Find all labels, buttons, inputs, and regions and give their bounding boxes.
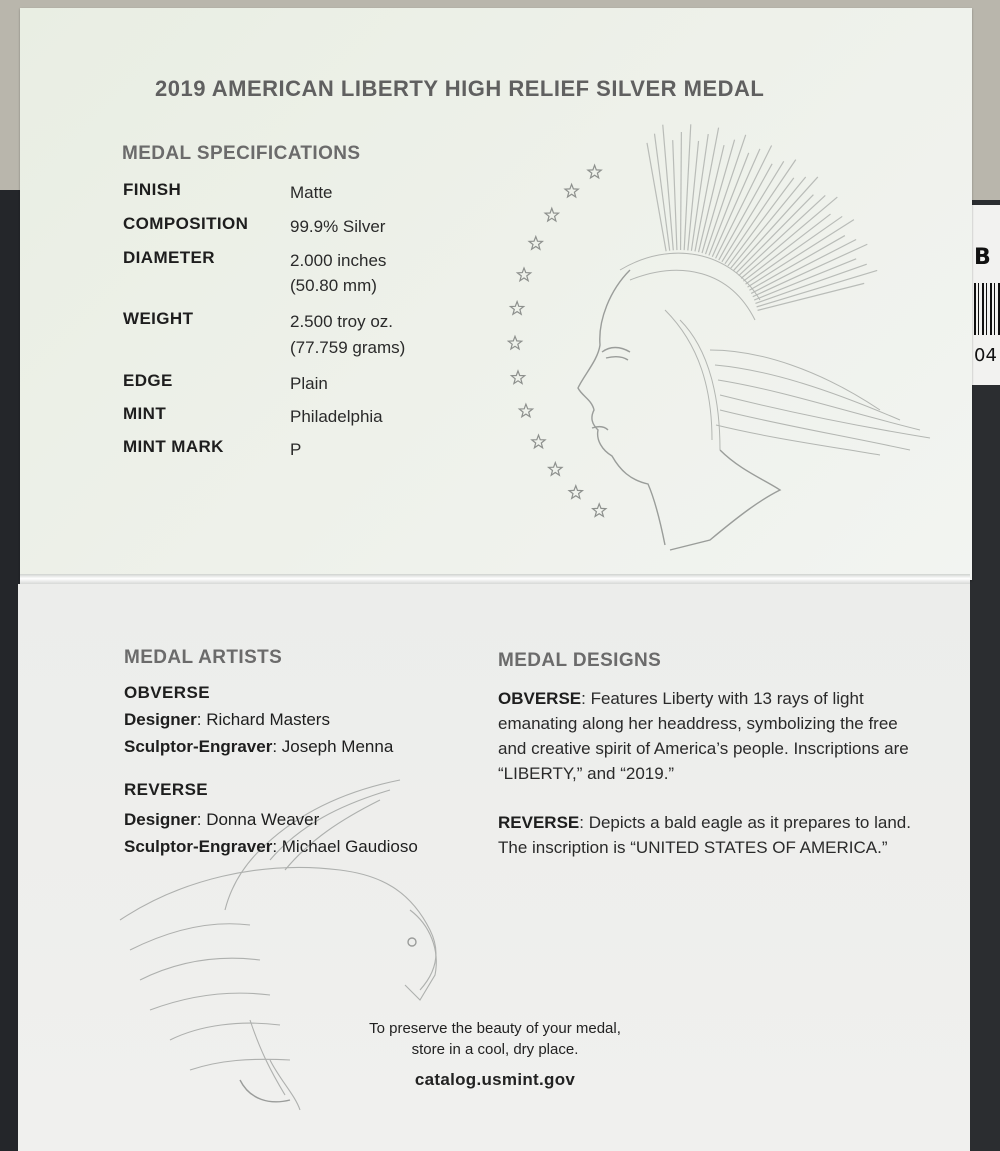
spec-label-diameter: DIAMETER (123, 248, 215, 267)
ray-line (663, 125, 674, 251)
barcode (974, 283, 1000, 335)
designs-reverse-text: Depicts a bald eagle as it prepares to land. The inscription is “UNITED STATES OF AMERICA.” (498, 813, 911, 857)
star-icon (549, 463, 562, 476)
ray-line (702, 140, 735, 253)
reverse-designer-label: Designer (124, 810, 197, 829)
spec-label-edge: EDGE (123, 371, 173, 390)
background-box (968, 205, 1000, 385)
designs-obverse-text: Features Liberty with 13 rays of light emanating along her headdress, symbolizing the free and creative spirit of America’s people. Inscriptions are “LIBERTY,” and “2019.” (498, 689, 909, 783)
ray-line (736, 195, 813, 273)
designs-heading: MEDAL DESIGNS (498, 650, 662, 671)
ray-line (743, 214, 830, 281)
spec-value-weight-metric: (77.759 grams) (290, 338, 406, 357)
page-title: 2019 AMERICAN LIBERTY HIGH RELIEF SILVER MEDAL (155, 76, 765, 101)
care-note (320, 1018, 670, 1060)
artists-obverse-heading: OBVERSE (124, 683, 210, 702)
star-icon (565, 184, 578, 197)
specifications-heading: MEDAL SPECIFICATIONS (122, 143, 361, 164)
artists-reverse-heading: REVERSE (124, 780, 209, 799)
ray-line (719, 164, 772, 260)
care-note-line-2: store in a cool, dry place. (411, 1041, 579, 1058)
spec-value-mint-mark: P (290, 440, 302, 459)
obverse-sculptor-name: Joseph Menna (281, 737, 394, 756)
spec-value-mint: Philadelphia (290, 407, 383, 426)
spec-label-finish: FINISH (123, 180, 182, 199)
ray-line (681, 132, 682, 250)
reverse-designer-name: Donna Weaver (206, 810, 320, 829)
ray-line (728, 178, 794, 266)
reverse-designer-line: Designer: Donna Weaver (124, 810, 320, 829)
ray-line (739, 195, 826, 275)
ray-line (751, 239, 856, 293)
obverse-sculptor-line: Sculptor-Engraver: Joseph Menna (124, 737, 394, 756)
reverse-sculptor-line: Sculptor-Engraver: Michael Gaudioso (124, 837, 418, 856)
spec-label-mint-mark: MINT MARK (123, 437, 224, 456)
designs-reverse-paragraph: REVERSE: Depicts a bald eagle as it prepares to land. The inscription is “UNITED STATES OF AMERICA.” (498, 813, 911, 857)
spec-value-edge: Plain (290, 374, 328, 393)
spec-value-composition: 99.9% Silver (290, 217, 386, 236)
star-icon (511, 371, 524, 384)
spec-label-weight: WEIGHT (123, 309, 194, 328)
liberty-portrait-illustration (480, 120, 960, 570)
designs-reverse-label: REVERSE (498, 813, 580, 832)
star-icon (529, 237, 542, 250)
star-icon (593, 504, 606, 517)
ray-line (673, 140, 677, 250)
artists-heading: MEDAL ARTISTS (124, 647, 283, 668)
spec-label-mint: MINT (123, 404, 167, 423)
star-icon (517, 268, 530, 281)
spec-value-diameter: 2.000 inches (290, 251, 387, 270)
reverse-sculptor-label: Sculptor-Engraver (124, 837, 273, 856)
ray-line (716, 145, 772, 258)
obverse-designer-label: Designer (124, 710, 197, 729)
catalog-url: catalog.usmint.gov (414, 1070, 576, 1089)
spec-value-diameter-metric: (50.80 mm) (290, 276, 377, 295)
obverse-designer-line: Designer: Richard Masters (124, 710, 330, 729)
ray-line (654, 134, 669, 251)
designs-obverse-label: OBVERSE (498, 689, 582, 708)
care-note-line-1: To preserve the beauty of your medal, (369, 1020, 621, 1037)
ray-line (746, 216, 843, 284)
obverse-sculptor-label: Sculptor-Engraver (124, 737, 273, 756)
obverse-designer-name: Richard Masters (206, 710, 330, 729)
star-icon (519, 404, 532, 417)
card-fold (20, 574, 970, 584)
star-icon (508, 336, 521, 349)
star-icon (569, 486, 582, 499)
spec-value-weight: 2.500 troy oz. (290, 312, 394, 331)
star-icon (588, 165, 601, 178)
spec-value-finish: Matte (290, 183, 333, 202)
reverse-sculptor-name: Michael Gaudioso (281, 837, 418, 856)
star-icon (545, 208, 558, 221)
designs-obverse-paragraph: OBVERSE: Features Liberty with 13 rays of light emanating along her headdress, symbolizing the free and creative spirit of America’s people. Inscriptions are “LIBERTY,” and “2019.” (498, 689, 909, 783)
spec-label-composition: COMPOSITION (123, 214, 249, 233)
star-icon (510, 302, 523, 315)
box-number-text: 04 (974, 345, 997, 366)
box-code-text: B (974, 245, 991, 270)
star-icon (532, 435, 545, 448)
